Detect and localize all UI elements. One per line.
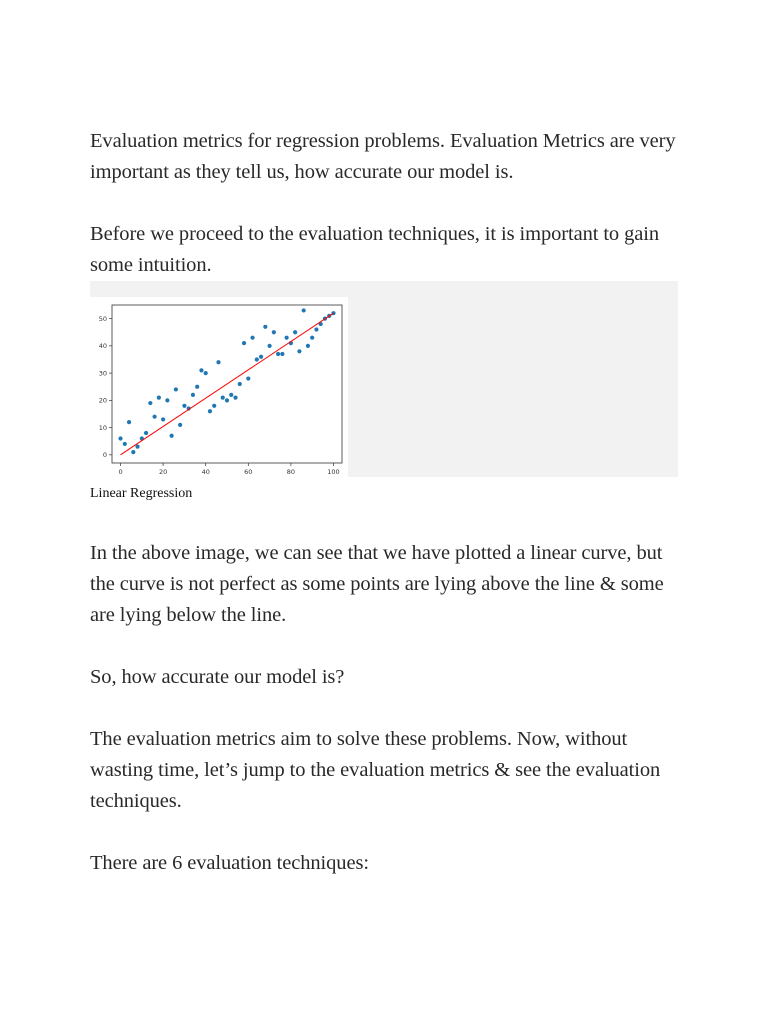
scatter-point bbox=[195, 385, 199, 389]
scatter-point bbox=[148, 401, 152, 405]
scatter-point bbox=[152, 415, 156, 419]
scatter-point bbox=[212, 404, 216, 408]
scatter-point bbox=[170, 434, 174, 438]
y-tick-label: 50 bbox=[98, 314, 107, 323]
scatter-point bbox=[225, 398, 229, 402]
figure-caption: Linear Regression bbox=[90, 486, 193, 501]
y-tick-label: 30 bbox=[98, 369, 107, 378]
scatter-point bbox=[131, 450, 135, 454]
scatter-point bbox=[293, 330, 297, 334]
scatter-point bbox=[233, 396, 237, 400]
scatter-point bbox=[221, 396, 225, 400]
scatter-point bbox=[255, 357, 259, 361]
scatter-point bbox=[135, 445, 139, 449]
article-body bbox=[90, 126, 690, 910]
scatter-point bbox=[285, 336, 289, 340]
x-tick-label: 0 bbox=[118, 468, 123, 476]
scatter-point bbox=[263, 325, 267, 329]
scatter-point bbox=[272, 330, 276, 334]
scatter-point bbox=[297, 349, 301, 353]
paragraph-intro: Evaluation metrics for regression problems. Evaluation Metrics are very important as they tell us, how accurate our model is. bbox=[90, 130, 676, 183]
scatter-point bbox=[246, 376, 250, 380]
y-tick-label: 40 bbox=[98, 342, 107, 351]
regression-chart-image bbox=[90, 297, 348, 477]
scatter-point bbox=[178, 423, 182, 427]
scatter-point bbox=[276, 352, 280, 356]
scatter-point bbox=[199, 368, 203, 372]
x-tick-label: 60 bbox=[244, 468, 253, 476]
regression-scatter-chart bbox=[90, 297, 348, 477]
scatter-point bbox=[208, 409, 212, 413]
x-tick-label: 40 bbox=[201, 468, 210, 476]
y-tick-label: 20 bbox=[98, 396, 107, 405]
scatter-point bbox=[157, 396, 161, 400]
paragraph-metrics-aim: The evaluation metrics aim to solve these problems. Now, without wasting time, let’s jump to the evaluation metrics & see the evaluation techniques. bbox=[90, 728, 661, 812]
scatter-point bbox=[229, 393, 233, 397]
scatter-point bbox=[306, 344, 310, 348]
paragraph-techniques-count: There are 6 evaluation techniques: bbox=[90, 852, 369, 874]
scatter-point bbox=[216, 360, 220, 364]
y-tick-label: 10 bbox=[98, 423, 107, 432]
paragraph-question: So, how accurate our model is? bbox=[90, 666, 345, 688]
scatter-point bbox=[165, 398, 169, 402]
paragraph-intuition: Before we proceed to the evaluation techniques, it is important to gain some intuition. bbox=[90, 223, 660, 276]
scatter-point bbox=[310, 336, 314, 340]
figure-container bbox=[90, 281, 678, 477]
scatter-point bbox=[161, 417, 165, 421]
scatter-point bbox=[242, 341, 246, 345]
scatter-point bbox=[302, 308, 306, 312]
scatter-point bbox=[280, 352, 284, 356]
scatter-point bbox=[182, 404, 186, 408]
scatter-point bbox=[204, 371, 208, 375]
scatter-point bbox=[144, 431, 148, 435]
scatter-point bbox=[127, 420, 131, 424]
scatter-point bbox=[123, 442, 127, 446]
x-tick-label: 20 bbox=[158, 468, 168, 476]
scatter-point bbox=[174, 387, 178, 391]
x-tick-label: 100 bbox=[327, 468, 340, 476]
x-tick-label: 80 bbox=[286, 468, 296, 476]
scatter-point bbox=[259, 355, 263, 359]
y-tick-label: 0 bbox=[102, 451, 107, 460]
scatter-point bbox=[250, 336, 254, 340]
scatter-point bbox=[118, 436, 122, 440]
scatter-point bbox=[314, 327, 318, 331]
scatter-point bbox=[191, 393, 195, 397]
scatter-point bbox=[267, 344, 271, 348]
scatter-point bbox=[238, 382, 242, 386]
paragraph-explanation: In the above image, we can see that we have plotted a linear curve, but the curve is not perfect as some points are lying above the line & some are lying below the line. bbox=[90, 542, 664, 626]
